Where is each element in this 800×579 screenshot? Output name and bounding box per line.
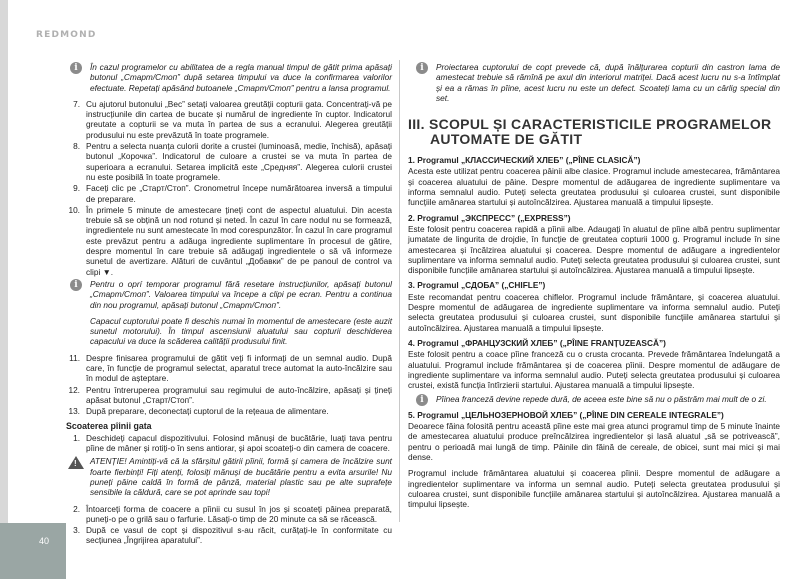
- steps-list-4: [62, 504, 392, 546]
- info-icon: i: [416, 394, 428, 406]
- list-item: 11. Despre finisarea programului de gătit veți fi informați de un semnal audio. După care, în funcție de programul selectat, aparatul trece automat la auto-încălzire sau în modul de așteptare.: [69, 352, 392, 384]
- program-2: [408, 213, 780, 276]
- page-side-strip: [0, 0, 8, 579]
- steps-list-3: [62, 433, 392, 454]
- steps-list: [62, 99, 392, 277]
- note-pause: i Pentru o oprí temporar programul fără resetare instrucțiunilor, apăsați butonul „Старт/Стоп”. Valoarea timpului va începe a clipi pe ecran. Pentru a continua din nou programul, apăsați butonul „Старт/Стоп”. Capacul cuptorului poate fi deschis numai în momentul de amestecare (este auzit sunetul motorului). În timpul ascensiunii aluatului sau copturii deschiderea capacului va duce la scăderea calității produsului finit.: [62, 279, 392, 347]
- list-item: 2. Întoarceți forma de coacere a pîinii cu susul în jos și scoateți pâinea preparată, puneți-o pe o grilă sau o farfurie. Lăsați-o timp de 20 minute ca să se răcească.: [73, 503, 392, 524]
- steps-list-2: [62, 353, 392, 417]
- note-french-bread: i Pîinea franceză devine repede dură, de aceea este bine să nu o păstrăm mai mult de o zi.: [408, 394, 780, 404]
- list-item: 8. Pentru a selecta nuanța culorii dorite a crustei (luminoasă, medie, închisă), apăsați butonul „Корочка”. Indicatorul de culoare a crustei se va muta în partea de superioara a ecranului. Setarea implicită este „Средняя”. Alegerea culorii crustei nu este posibilă în toate programele.: [73, 141, 392, 182]
- program-text: Programul include frământarea aluatului și coacerea pîinii. Despre momentul de adăugare a ingredientelor suplimentare va informa un semnal audio. Puteți selecta greutatea produsului și culoarea crustei, sunt disponibile funcțiile amânarea startului și autoîncălzirea. Ajustarea manuală a timpului lipsește.: [408, 468, 780, 510]
- warning-note: ! ATENȚIE! Amintiți-vă că la sfârșitul gătirii pîinii, formă și camera de încălzire sunt foarte fierbinți! Fiți atenți, folosiți mănuși de bucătărie pentru a evita arsurile! Nu puneți pâine caldă în formă de pânză, material plastic sau pe alte suprafețe sensibile la căldură, care se pot aprinde sau topi!: [62, 456, 392, 497]
- program-title: 3. Programul „СДОБА” („CHIFLE”): [408, 280, 546, 291]
- left-column: [62, 62, 392, 547]
- info-icon: i: [70, 279, 82, 291]
- program-title: 2. Programul „ЭКСПРЕСС” („EXPRESS”): [408, 212, 571, 223]
- program-text: Este folosit pentru a coace pîine franceză cu o crusta crocanta. Prevede frământarea îndelungată a aluatului. Programul include frământarea și de coacerea pîinii. Despre momentul de adăugare de ingrediente suplimentare va informa semnalul audio. Puteți selecta greutatea produsului și culoarea crustei, există funcția întîrzierii startului. Ajustarea manuală a timpului lipsește.: [408, 349, 780, 391]
- warning-icon: [68, 456, 84, 469]
- note-mixing-blade: i Proiectarea cuptorului de copt prevede că, după înălțurarea copturii din castron lama de amestecat trebuie să rămînă pe axul din interiorul matriței. Dacă acest lucru nu s-a întîmplat și ea a rămas în pîine, acest lucru nu este un defect. Scoateți lama cu un cârlig special din set.: [408, 62, 780, 103]
- section-title: III. SCOPUL ȘI CARACTERISTICILE PROGRAMELOR AUTOMATE DE GĂTIT: [408, 116, 772, 148]
- list-item: 13. După preparare, deconectați cuptorul de la rețeaua de alimentare.: [68, 406, 329, 417]
- list-item: 1. Deschideți capacul dispozitivului. Folosind mănuși de bucătărie, luați tava pentru pîine de mâner și rotiți-o în sens antiorar, și apoi scoateți-o din camera de coacere.: [73, 432, 392, 454]
- program-3: [408, 280, 780, 332]
- info-icon: i: [416, 62, 428, 74]
- program-text: Este folosit pentru coacerea rapidă a pîinii albe. Adaugați în aluatul de pîine albă pentru suplimentar jumatate de lingurita de drojdie, în funcție de greutatea copturii 1000 g. Programul include în sine amestecarea și încălzirea aluatului și coacerea. Despre momentul de adăugare a ingredientelor suplimentare va informa semnalul audio. Puteți selecta greutatea produsului și culoarea crustei, sunt disponibile funcțiile amânarea startului și autoîncălzirea. Ajustarea manuală a timpului lipsește.: [408, 223, 780, 276]
- program-title: 4. Programul „ФРАНЦУЗСКИЙ ХЛЕБ” („PÎINE FRANȚUZEASCĂ”): [408, 337, 666, 348]
- list-item: 9. Faceți clic pe „Старт/Стоп”. Cronometrul începe numărătoarea inversă a timpului de preparare.: [73, 183, 392, 204]
- note-manual-time: i În cazul programelor cu abilitatea de a regla manual timpul de gătit prima apăsați butonul „Старт/Стоп” după setarea timpului va duce la confirmarea valorilor efectuate. Repetați apăsând butoanele „Старт/Стоп” pentru a lansa programul.: [62, 62, 392, 93]
- page-number: 40: [0, 523, 66, 579]
- program-text: Deoarece făina folosită pentru această pîine este mai grea atunci programul timp de 5 minute înainte de amestecarea aluatului produce preîncălzirea ingredientelor și lasă aluatul „să se potrivească”, pentru o perioadă mai lungă de timp. Pâinile din făină de cereale, de obicei, sunt mai mici și mai dense.: [408, 421, 780, 462]
- program-1: [408, 155, 780, 207]
- brand-logo: REDMOND: [36, 30, 97, 40]
- list-item: 7. Cu ajutorul butonului „Вес” setați valoarea greutății copturii gata. Concentrați-vă pe instrucțiunile din cartea de bucate și numărul de ingrediente în ​​cuptor. Indicatorul greutate a copturii se va muta în partea de sus a ecranului. Alegerea greutății produsului nu este prevăzută în toate programele.: [73, 98, 392, 140]
- list-item: 3. După ce vasul de copt și dispozitivul s-au răcit, curățați-le în conformitate cu secțiunea „Îngrijirea aparatului”.: [73, 525, 392, 546]
- program-4: [408, 338, 780, 390]
- program-title: 5. Programul „ЦЕЛЬНОЗЕРНОВОЙ ХЛЕБ” („PÎINE DIN CEREALE INTEGRALE”): [408, 409, 724, 420]
- column-divider: [399, 60, 400, 522]
- program-title: 1. Programul „КЛАССИЧЕСКИЙ ХЛЕБ” („PÎINE CLASICĂ”): [408, 155, 641, 166]
- list-item: 10. În primele 5 minute de amestecare țineți cont de aspectul aluatului. Din acesta trebuie să se obțină un nod rotund și neted. În cazul în care nodul nu se formează, ingredientele nu sunt amestecate în mod corespunzător. În cazul în care programul este prevăzut pentru a adăuga ingrediente suplimentare în procesul de gătire, despre momentul în care trebuie să adăugați ingredientele o să vă informeze sunetul de avertizare. Alături de cuvântul „Добавки” de pe panoul de control va clipi ▼.: [68, 204, 392, 277]
- program-5: [408, 410, 780, 510]
- subheading-remove-bread: Scoaterea pîinii gata: [66, 420, 152, 431]
- list-item: 12. Pentru întreruperea programului sau regimului de auto-încălzire, apăsați și țineți apăsat butonul „Старт/Стоп”.: [68, 384, 392, 405]
- right-column: [408, 62, 780, 509]
- info-icon: i: [70, 62, 82, 74]
- program-text: Acesta este utilizat pentru coacerea pâinii albe clasice. Programul include amestecarea, frământarea și coacerea aluatului de pâine. Despre momentul de adăugarea de ingrediente suplimentare va informa semnalul audio. Puteți selecta greutatea produsului și culoarea crustei, sunt disponibile funcțiile amânarea startului și autoîncălzirea. Ajustarea manuală a timpului lipsește.: [408, 166, 780, 208]
- program-text: Este recomandat pentru coacerea chiflelor. Programul include frământare, și coacerea aluatului. Despre momentul de adăugarea de ingrediente suplimentare va informa semnalul audio. Puteți selecta greutatea produsului și culoarea crustei, sunt disponibile funcțiile amânarea startului și autoîncălzirea. Ajustarea manuală a timpului lipsește.: [408, 291, 780, 333]
